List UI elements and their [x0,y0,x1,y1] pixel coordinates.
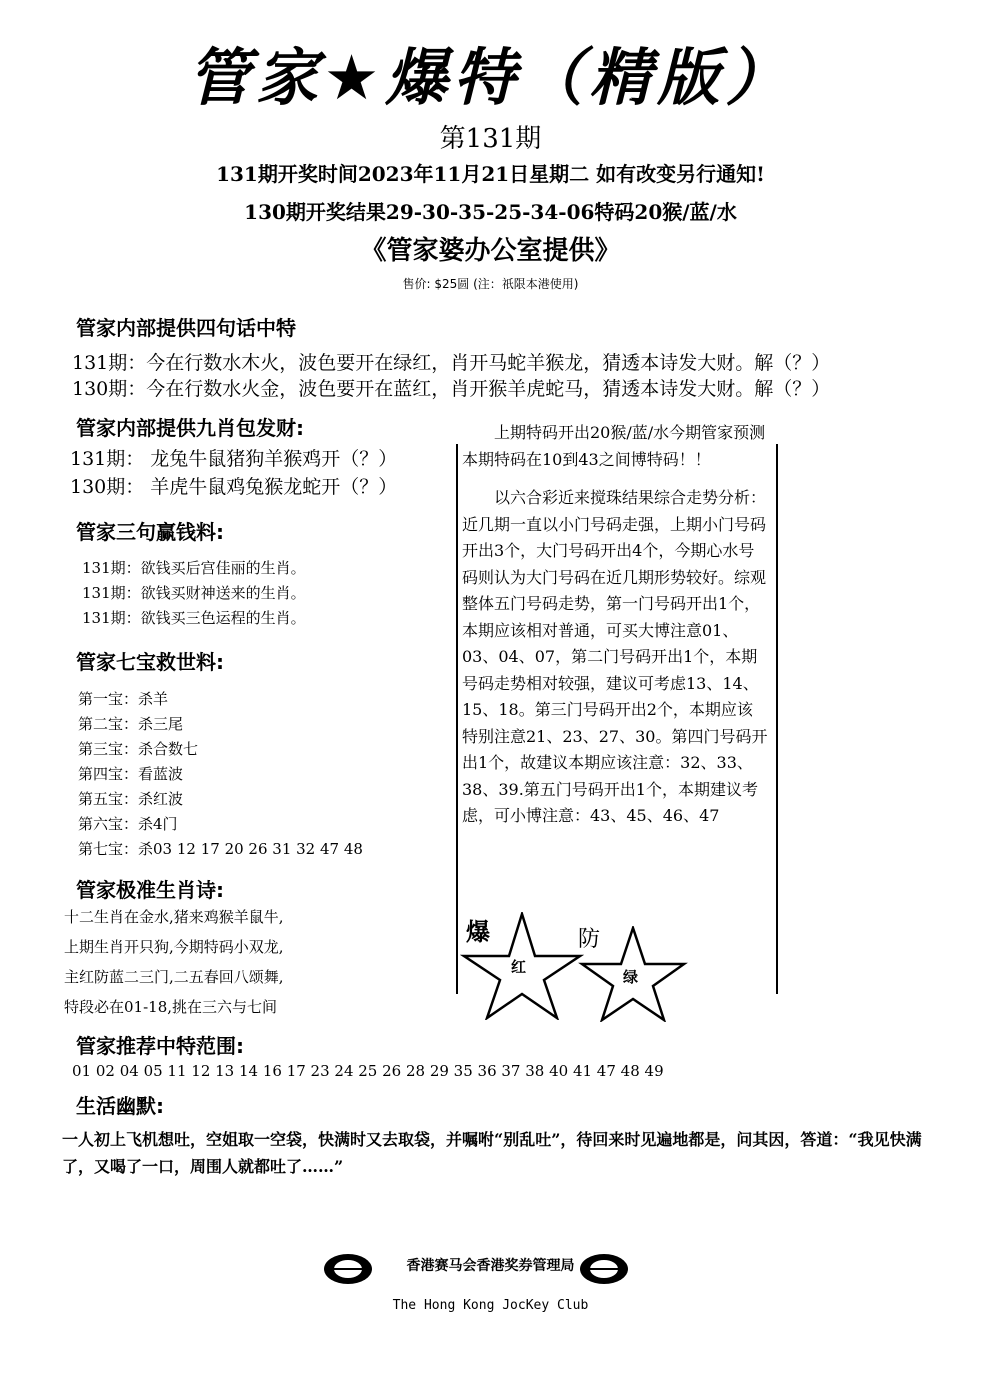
analysis-text [462,420,768,830]
last-result: 130期开奖结果29-30-35-25-34-06特码20猴/蓝/水 [244,200,737,224]
humor-text: 一人初上飞机想吐，空姐取一空袋，快满时又去取袋，并嘱咐“别乱吐”，待回来时见遍地都是，问其因，答道：“我见快满了，又喝了一口，周围人就都吐了……” [62,1130,922,1176]
provider-line: 《管家婆办公室提供》 [360,236,621,266]
treasure-row: 第四宝：看蓝波 [78,765,184,783]
poem-row: 主红防蓝二三门,二五春回八颂舞, [64,968,284,986]
footer-org-name: 香港赛马会香港奖券管理局 [406,1258,575,1274]
price-note: 售价: $25圆 (注：祇限本港使用) [402,277,579,291]
three-lines-row: 131期：欲钱买财神送来的生肖。 [82,584,306,602]
draw-time: 131期开奖时间2023年11月21日星期二 如有改变另行通知! [216,162,765,186]
seven-treasures-heading: 管家七宝救世料: [76,650,224,674]
four-line-row: 131期：今在行数水木火，波色要开在绿红，肖开马蛇羊猴龙，猜透本诗发大财。解（？） [72,352,831,374]
treasure-row: 第六宝：杀4门 [78,815,178,833]
star-label-bao: 爆 [466,917,490,946]
humor-heading: 生活幽默: [76,1094,164,1118]
treasure-row: 第七宝：杀03 12 17 20 26 31 32 47 48 [78,840,363,858]
page-title: 管家★爆特（精版） [187,41,794,114]
range-heading: 管家推荐中特范围: [76,1034,244,1058]
three-lines-row: 131期：欲钱买三色运程的生肖。 [82,609,306,627]
analysis-paragraph: 上期特码开出20猴/蓝/水今期管家预测本期特码在10到43之间博特码！！ [462,423,766,469]
star-inner-red: 红 [511,958,527,976]
jockey-club-right-emblem-icon [578,1252,630,1286]
range-numbers: 01 02 04 05 11 12 13 14 16 17 23 24 25 26 28 29 35 36 37 38 40 41 47 48 49 [72,1062,664,1080]
four-line-heading: 管家内部提供四句话中特 [76,316,296,340]
treasure-row: 第五宝：杀红波 [78,790,184,808]
treasure-row: 第一宝：杀羊 [78,690,169,708]
footer-english: The Hong Kong JocKey Club [392,1298,589,1313]
nine-zodiac-row: 130期： 羊虎牛鼠鸡兔猴龙蛇开（？） [70,476,398,498]
poem-row: 上期生肖开只狗,今期特码小双龙, [64,938,284,956]
star-inner-green: 绿 [623,968,639,986]
poem-heading: 管家极准生肖诗: [76,878,224,902]
treasure-row: 第三宝：杀合数七 [78,740,199,758]
analysis-paragraph: 以六合彩近来搅珠结果综合走势分析：近几期一直以小门号码走强，上期小门号码开出3个，大门号码开出4个，今期心水号码则认为大门号码在近几期形势较好。综观整体五门号码走势，第一门号码开出1个，本期应该相对普通，可买大博注意01、03、04、07，第二门号码开出1个，本期号码走势相对较强，建议可考虑13、14、15、18。第三门号码开出2个，本期应该特别注意21、23、27、30。第四门号码开出1个，故建议本期应该注意：32、33、38、39.第五门号码开出1个，本期建议考虑，可小博注意：43、45、46、47 [462,488,768,825]
nine-zodiac-row: 131期： 龙兔牛鼠猪狗羊猴鸡开（？） [70,448,398,470]
three-lines-heading: 管家三句赢钱料: [76,520,224,544]
poem-row: 十二生肖在金水,猪来鸡猴羊鼠牛, [64,908,284,926]
three-lines-row: 131期：欲钱买后宫佳丽的生肖。 [82,559,306,577]
nine-zodiac-heading: 管家内部提供九肖包发财: [76,416,304,440]
treasure-row: 第二宝：杀三尾 [78,715,184,733]
four-line-row: 130期：今在行数水火金，波色要开在蓝红，肖开猴羊虎蛇马，猜透本诗发大财。解（？） [72,378,831,400]
star-label-fang: 防 [578,927,601,952]
issue-number: 第131期 [439,124,542,154]
poem-row: 特段必在01-18,挑在三六与七间 [64,998,278,1016]
